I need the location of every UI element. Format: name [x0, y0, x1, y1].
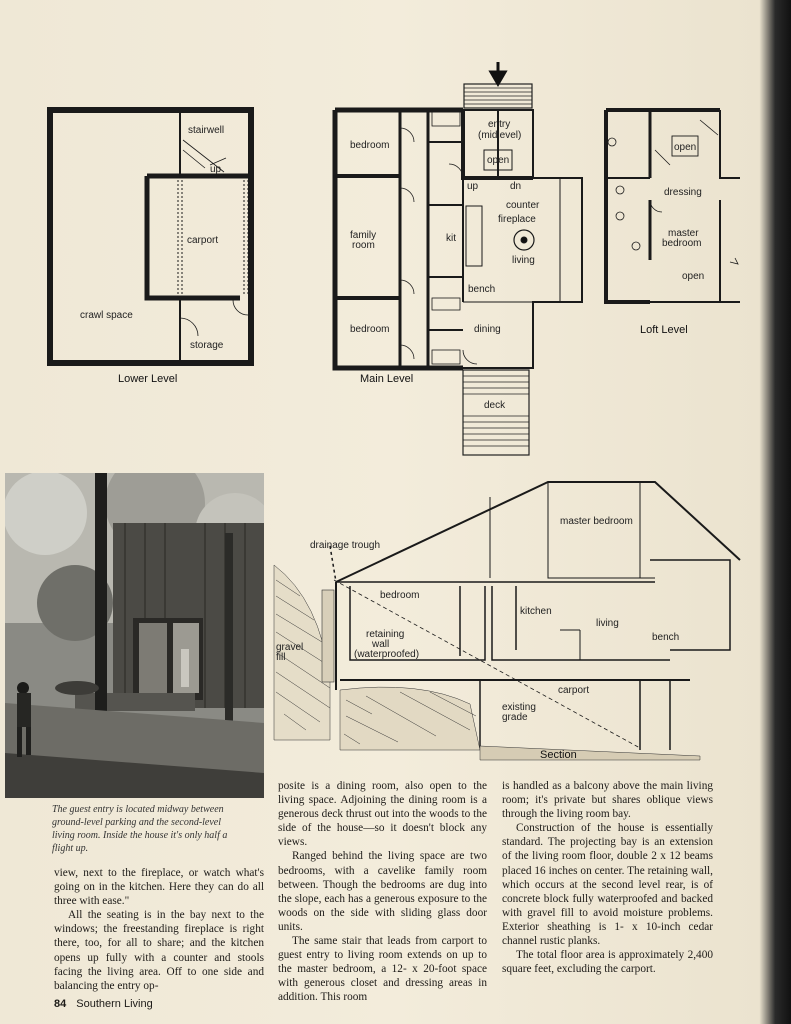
section-bench-label: bench — [652, 632, 680, 643]
section-retaining-label-3: (waterproofed) — [354, 649, 420, 660]
loft-open-top-label: open — [674, 142, 697, 153]
section-gravel-label-1: gravel — [276, 642, 304, 653]
gravel-fill-band — [322, 590, 334, 682]
main-bench-label: bench — [468, 284, 496, 295]
main-bedroom-top-label: bedroom — [350, 140, 390, 151]
loft-bedroom-label: bedroom — [662, 238, 702, 249]
section-gravel-label-2: fill — [276, 652, 286, 663]
entry-arrow-icon — [491, 62, 505, 84]
lower-storage-label: storage — [190, 340, 224, 351]
lower-crawl-space-label: crawl space — [80, 310, 133, 321]
col3-paragraph-1: is handled as a balcony above the main living room; it's private but shares oblique views through the living room bay. — [502, 780, 713, 821]
article-column-3 — [502, 779, 713, 976]
main-kit-label: kit — [446, 233, 456, 244]
lower-level-plan — [50, 110, 251, 363]
main-deck — [463, 370, 529, 455]
col1-paragraph-2: All the seating is in the bay next to the windows; the freestanding fireplace is right there, too, for all to share; and the kitchen opens up fully with a counter and stools facing the living area. Off to one side and balancing the entry op- — [54, 909, 264, 992]
main-entry-label: entry — [488, 119, 511, 130]
section-retaining-label-2: wall — [372, 639, 390, 650]
main-bedroom-bottom-label: bedroom — [350, 324, 390, 335]
loft-open-bottom-label: open — [682, 271, 705, 282]
section-drainage-label: drainage trough — [310, 540, 381, 551]
loft-dressing-label: dressing — [664, 187, 702, 198]
photo-caption: The guest entry is located midway between ground-level parking and the second-level living room. Inside the house it's only half a flight up. — [52, 804, 228, 854]
main-deck-label: deck — [484, 400, 506, 411]
main-entry-midlevel-label: (midlevel) — [478, 130, 522, 141]
page-number: 84 — [54, 998, 67, 1010]
lower-stairwell-label: stairwell — [188, 125, 225, 136]
section-title: Section — [540, 749, 577, 761]
main-living-label: living — [512, 255, 535, 266]
col2-paragraph-1: posite is a dining room, also open to the living space. Adjoining the dining room is a generous deck thrust out into the woods to the side of the house—so it doesn't block any views. — [278, 780, 487, 849]
main-entry-steps — [464, 84, 532, 108]
section-earth-fill — [274, 565, 700, 760]
main-level-title: Main Level — [360, 373, 414, 385]
section-living-label: living — [596, 618, 619, 629]
page-footer — [54, 998, 153, 1010]
section-carport-label: carport — [558, 685, 590, 696]
loft-master-label: master — [668, 228, 699, 239]
col3-paragraph-2: Construction of the house is essentially standard. The projecting bay is an extension of the living room floor, double 2 x 12 beams placed 16 inches on center. The retaining wall, which occurs at the second level rear, is of concrete block fully waterproofed and backed with gravel fill to avoid moisture problems. Exterior sheathing is 1- x 10-inch cedar channel rustic planks. — [502, 822, 713, 948]
lower-up-label: up — [210, 164, 222, 175]
main-dining-label: dining — [474, 324, 501, 335]
article-column-1 — [54, 866, 264, 993]
article-column-2 — [278, 779, 487, 1005]
main-room-label: room — [352, 240, 375, 251]
loft-level-title: Loft Level — [640, 324, 688, 336]
main-family-label: family — [350, 230, 377, 241]
col3-paragraph-3: The total floor area is approximately 2,400 square feet, excluding the carport. — [502, 949, 713, 976]
col2-paragraph-2: Ranged behind the living space are two bedrooms, with a cavelike family room between. Though the bedrooms are dug into the slope, each has a generous exposure to the woods on the side with sliding glass door units. — [278, 850, 487, 933]
section-bedroom-label: bedroom — [380, 590, 420, 601]
loft-level-plan — [606, 110, 740, 302]
col1-paragraph-1: view, next to the fireplace, or watch what's going on in the kitchen. Here they can do all three with ease." — [54, 867, 264, 908]
section-kitchen-label: kitchen — [520, 606, 552, 617]
main-up-label: up — [467, 181, 479, 192]
section-retaining-label-1: retaining — [366, 629, 405, 640]
magazine-name: Southern Living — [76, 998, 153, 1010]
col2-paragraph-3: The same stair that leads from carport to guest entry to living room extends on up to the master bedroom, a 12- x 20-foot space with generous closet and dressing areas in addition. This room — [278, 935, 487, 1004]
main-counter-label: counter — [506, 200, 540, 211]
main-fireplace-label: fireplace — [498, 214, 536, 225]
house-entry-photo — [5, 473, 264, 798]
section-existing-label-1: existing — [502, 702, 536, 713]
main-dn-label: dn — [510, 181, 522, 192]
section-existing-label-2: grade — [502, 712, 528, 723]
section-master-bedroom-label: master bedroom — [560, 516, 633, 527]
lower-carport-label: carport — [187, 235, 219, 246]
lower-level-title: Lower Level — [118, 373, 178, 385]
main-open-label: open — [487, 155, 510, 166]
